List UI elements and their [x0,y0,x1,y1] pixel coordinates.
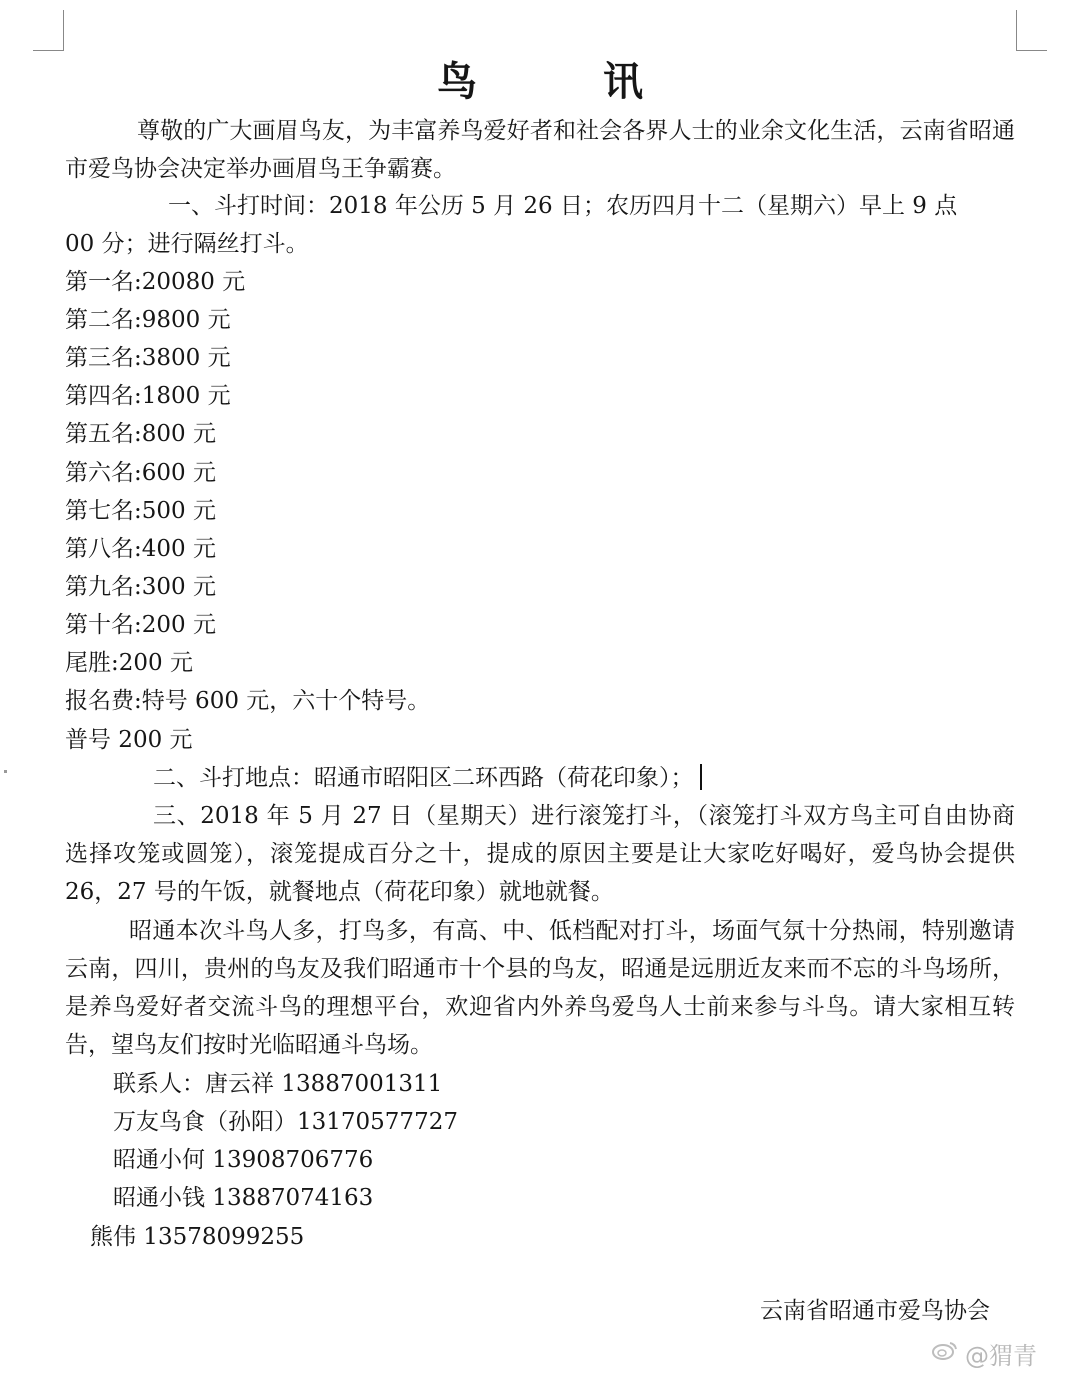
prize-item: 第三名:3800 元 [65,345,231,371]
contact-item: 昭通小钱 13887074163 [113,1185,374,1211]
prize-item: 第二名:9800 元 [65,307,231,333]
section1-time-line1: 一、斗打时间：2018 年公历 5 月 26 日；农历四月十二（星期六）早上 9 点 [168,193,958,219]
prize-item: 第十名:200 元 [65,612,216,638]
section2-text: 二、斗打地点：昭通市昭阳区二环西路（荷花印象）； [153,765,694,791]
margin-dot [4,770,7,773]
contact-item: 联系人：唐云祥 13887001311 [113,1071,443,1097]
weibo-icon [932,1340,958,1360]
prize-item: 第五名:800 元 [65,421,216,447]
document-title: 鸟 讯 [437,59,699,105]
section3-paragraph: 三、2018 年 5 月 27 日（星期天）进行滚笼打斗，（滚笼打斗双方鸟主可自由协商选择攻笼或圆笼），滚笼提成百分之十，提成的原因主要是让大家吃好喝好，爱鸟协会提供 26，27 号的午饭，就餐地点（荷花印象）就地就餐。 [65,803,1015,905]
contact-item: 万友鸟食（孙阳）13170577727 [113,1109,458,1135]
intro-paragraph: 尊敬的广大画眉鸟友，为丰富养鸟爱好者和社会各界人士的业余文化生活，云南省昭通市爱鸟协会决定举办画眉鸟王争霸赛。 [65,118,1015,182]
fee-special: 报名费:特号 600 元，六十个特号。 [65,688,431,714]
prize-item: 第七名:500 元 [65,498,216,524]
text-cursor [700,764,702,790]
prize-item: 第一名:20080 元 [65,269,246,295]
organization-signature: 云南省昭通市爱鸟协会 [760,1298,990,1324]
watermark-text: @猬青 [965,1342,1037,1370]
fee-regular: 普号 200 元 [65,727,193,753]
prize-item: 第六名:600 元 [65,460,216,486]
invite-paragraph: 昭通本次斗鸟人多，打鸟多，有高、中、低档配对打斗，场面气氛十分热闹，特别邀请云南，四川，贵州的鸟友及我们昭通市十个县的鸟友，昭通是远朋近友来而不忘的斗鸟场所，是养鸟爱好者交流斗鸟的理想平台，欢迎省内外养鸟爱鸟人士前来参与斗鸟。请大家相互转告，望鸟友们按时光临昭通斗鸟场。 [65,918,1015,1058]
prize-item: 第四名:1800 元 [65,383,231,409]
prize-item: 第八名:400 元 [65,536,216,562]
contact-item: 昭通小何 13908706776 [113,1147,374,1173]
section2-location [153,759,702,797]
crop-mark-top-right [1016,10,1047,51]
section1-time-line2: 00 分；进行隔丝打斗。 [65,231,309,257]
prize-item: 尾胜:200 元 [65,650,193,676]
crop-mark-top-left [33,10,64,51]
prize-item: 第九名:300 元 [65,574,216,600]
contact-item: 熊伟 13578099255 [90,1224,305,1250]
